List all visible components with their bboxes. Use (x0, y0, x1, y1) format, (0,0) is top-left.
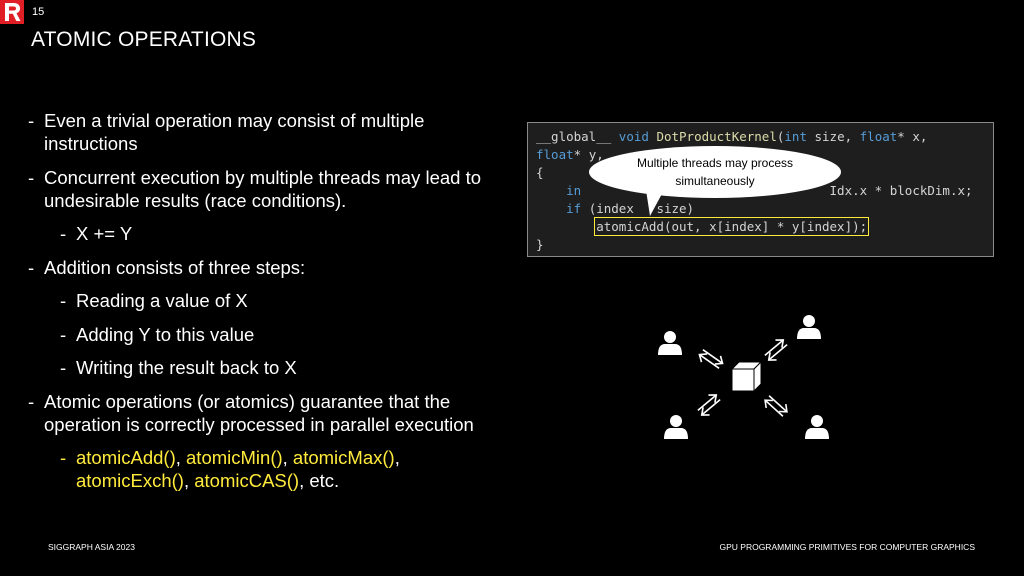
code-token (536, 219, 596, 234)
bullet-text: Writing the result back to X (76, 357, 297, 378)
user-icon (658, 331, 682, 355)
atomic-max-fn: atomicMax() (292, 447, 395, 468)
code-line-1 (536, 128, 993, 146)
cube-icon (732, 362, 761, 391)
code-token: size) (641, 201, 695, 216)
separator: , (394, 447, 400, 468)
bullet-text: X += Y (76, 223, 133, 244)
sub-bullet-item (60, 356, 518, 379)
code-function-name: DotProductKernel (656, 129, 777, 144)
sub-bullet-item (60, 222, 518, 245)
user-icon (664, 415, 688, 439)
bullet-list (28, 109, 518, 503)
bullet-text: Adding Y to this value (76, 323, 255, 345)
slide-number: 15 (32, 6, 45, 18)
atomic-exch-fn: atomicExch() (76, 470, 184, 491)
code-token: * y, (573, 147, 612, 162)
atomic-min-fn: atomicMin() (186, 447, 283, 468)
code-token: __global__ (536, 129, 619, 144)
bullet-text: Reading a value of X (76, 290, 248, 311)
highlighted-atomic-add-call: atomicAdd(out, x[index] * y[index]); (596, 219, 868, 234)
callout-text: Multiple threads may process simultaneously (636, 156, 794, 188)
code-line-7: } (536, 237, 544, 252)
bullet-item (28, 166, 518, 212)
code-keyword: float (859, 129, 898, 144)
bullet-text: Atomic operations (or atomics) guarantee that the operation is correctly processed in parallel execution (44, 390, 474, 435)
code-token: ( (776, 129, 785, 144)
slide-title: ATOMIC OPERATIONS (31, 28, 257, 51)
double-arrow-icon (695, 391, 724, 419)
code-token: * x, (897, 129, 928, 144)
callout-bubble (589, 146, 841, 198)
bullet-text: Even a trivial operation may consist of multiple instructions (44, 110, 425, 154)
bullet-text: Concurrent execution by multiple threads may lead to undesirable results (race conditions). (44, 166, 482, 211)
sub-bullet-item (60, 323, 518, 346)
separator: , (282, 447, 293, 468)
bullet-dash: - (28, 390, 35, 412)
bullet-dash: - (60, 323, 67, 345)
separator: , (183, 470, 195, 491)
logo (0, 0, 24, 24)
code-keyword: void (618, 129, 649, 144)
double-arrow-icon (697, 346, 726, 373)
footer-conference: SIGGRAPH ASIA 2023 (48, 542, 135, 552)
bullet-text: Addition consists of three steps: (44, 256, 306, 278)
bullet-item (28, 256, 518, 279)
user-icon (805, 415, 829, 439)
bullet-dash: - (60, 357, 67, 378)
code-line-5 (536, 200, 993, 218)
code-keyword: int (784, 129, 807, 144)
atomic-add-fn: atomicAdd() (76, 447, 176, 468)
atomics-list-item (60, 446, 518, 492)
bullet-item (28, 390, 518, 436)
bullet-dash: - (28, 256, 35, 278)
code-token: (index (581, 201, 642, 216)
code-token (536, 201, 566, 216)
code-token: Idx.x * blockDim.x; (829, 183, 973, 198)
parallel-threads-diagram (650, 305, 840, 445)
footer-course-title: GPU PROGRAMMING PRIMITIVES FOR COMPUTER GRAPHICS (719, 542, 975, 552)
sub-bullet-item (60, 289, 518, 312)
user-icon (797, 315, 821, 339)
code-keyword: if (566, 201, 582, 216)
bullet-dash: - (28, 110, 35, 131)
code-keyword: in (566, 183, 582, 198)
code-token (536, 183, 566, 198)
bullet-dash: - (60, 223, 67, 244)
double-arrow-icon (762, 392, 791, 420)
code-line-3: { (536, 165, 544, 180)
code-line-6 (536, 218, 993, 236)
separator: , (175, 447, 187, 468)
code-keyword: float (536, 147, 574, 162)
bullet-dash: - (28, 166, 35, 188)
double-arrow-icon (762, 336, 791, 364)
logo-mark-icon (0, 0, 24, 24)
atomic-cas-fn: atomicCAS() (194, 470, 300, 491)
bullet-dash: - (60, 290, 67, 311)
separator: , etc. (299, 470, 340, 491)
bullet-item (28, 109, 518, 155)
code-token: size, (806, 129, 860, 144)
bullet-dash: - (60, 447, 67, 468)
